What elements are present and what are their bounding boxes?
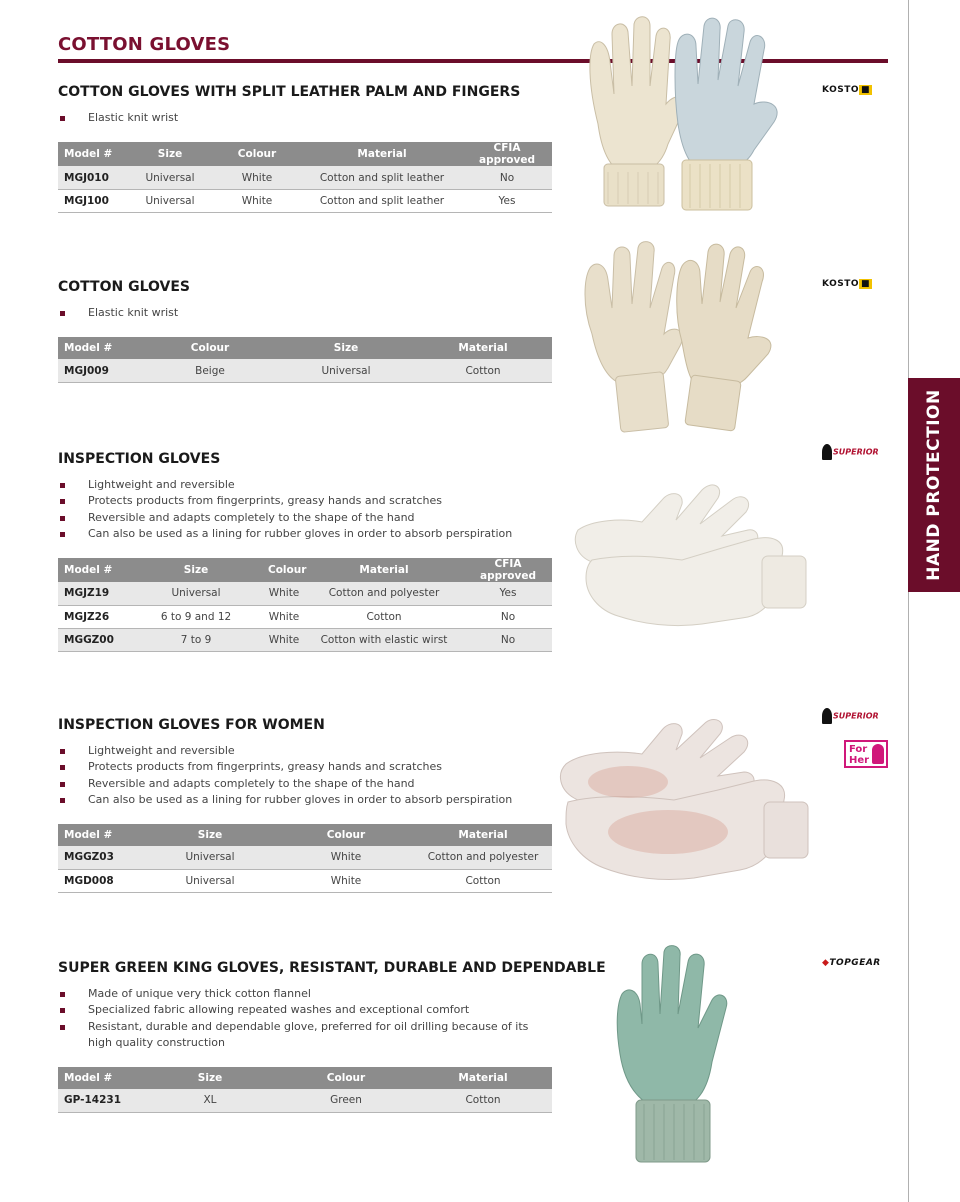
woman-silhouette-icon	[872, 744, 884, 764]
material-cell: Cotton	[414, 869, 552, 892]
column-header: Material	[302, 142, 462, 166]
table-row	[58, 189, 552, 212]
bullet-item: Made of unique very thick cotton flannel	[58, 986, 552, 1002]
colour-cell: White	[264, 582, 304, 605]
bullet-list	[58, 110, 552, 126]
material-cell: Cotton and polyester	[304, 582, 464, 605]
column-header: Size	[278, 337, 414, 359]
page-title: COTTON GLOVES	[58, 34, 231, 55]
bullet-item: Reversible and adapts completely to the shape of the hand	[58, 776, 552, 792]
model-cell: MGJZ19	[58, 582, 128, 605]
bullet-item: Resistant, durable and dependable glove, preferred for oil drilling because of its high quality construction	[58, 1019, 552, 1052]
column-header: Material	[414, 1067, 552, 1089]
bullet-item: Elastic knit wrist	[58, 110, 552, 126]
colour-cell: Green	[278, 1089, 414, 1112]
colour-cell: White	[278, 869, 414, 892]
column-header: Size	[142, 1067, 278, 1089]
section-title: SUPER GREEN KING GLOVES, RESISTANT, DURABLE AND DEPENDABLE	[58, 960, 606, 976]
superior-logo: SUPERIOR	[822, 708, 879, 724]
glove-image-cotton	[578, 238, 798, 434]
section-title: INSPECTION GLOVES FOR WOMEN	[58, 717, 325, 733]
column-header: Colour	[142, 337, 278, 359]
bullet-item: Can also be used as a lining for rubber gloves in order to absorb perspiration	[58, 526, 552, 542]
column-header: Colour	[278, 1067, 414, 1089]
section-split-leather	[58, 84, 552, 213]
model-cell: MGJ010	[58, 166, 128, 189]
column-header: Model #	[58, 142, 128, 166]
table-row	[58, 166, 552, 189]
bullet-item: Reversible and adapts completely to the shape of the hand	[58, 510, 552, 526]
colour-cell: Beige	[142, 359, 278, 382]
column-header: Colour	[264, 558, 304, 582]
bullet-item: Protects products from fingerprints, greasy hands and scratches	[58, 493, 552, 509]
model-cell: MGJ100	[58, 189, 128, 212]
material-cell: Cotton with elastic wirst	[304, 628, 464, 651]
cfia-cell: No	[464, 605, 552, 628]
table-header-row	[58, 142, 552, 166]
table-row	[58, 846, 552, 869]
material-cell: Cotton	[414, 1089, 552, 1112]
bullet-list	[58, 986, 552, 1051]
column-header: Model #	[58, 558, 128, 582]
glove-image-inspection	[572, 460, 812, 632]
bullet-item: Lightweight and reversible	[58, 743, 552, 759]
material-cell: Cotton	[414, 359, 552, 382]
column-header: Colour	[212, 142, 302, 166]
colour-cell: White	[278, 846, 414, 869]
topgear-logo: ◆TOPGEAR	[822, 958, 881, 968]
material-cell: Cotton and split leather	[302, 189, 462, 212]
cfia-cell: Yes	[462, 189, 552, 212]
column-header: Model #	[58, 1067, 142, 1089]
column-header: Colour	[278, 824, 414, 846]
colour-cell: White	[212, 189, 302, 212]
size-cell: Universal	[142, 869, 278, 892]
colour-cell: White	[264, 605, 304, 628]
spec-table	[58, 142, 552, 213]
bullet-item: Specialized fabric allowing repeated washes and exceptional comfort	[58, 1002, 552, 1018]
section-title: COTTON GLOVES WITH SPLIT LEATHER PALM AND FINGERS	[58, 84, 521, 100]
side-tab-label: HAND PROTECTION	[924, 389, 944, 581]
model-cell: GP-14231	[58, 1089, 142, 1112]
size-cell: 6 to 9 and 12	[128, 605, 264, 628]
model-cell: MGJZ26	[58, 605, 128, 628]
model-cell: MGGZ03	[58, 846, 142, 869]
size-cell: Universal	[128, 166, 212, 189]
model-cell: MGGZ00	[58, 628, 128, 651]
material-cell: Cotton	[304, 605, 464, 628]
size-cell: Universal	[128, 189, 212, 212]
spec-table	[58, 1067, 552, 1113]
section-title: INSPECTION GLOVES	[58, 451, 221, 467]
section-title: COTTON GLOVES	[58, 279, 191, 295]
model-cell: MGJ009	[58, 359, 142, 382]
table-header-row	[58, 1067, 552, 1089]
table-header-row	[58, 337, 552, 359]
table-header-row	[58, 824, 552, 846]
bullet-item: Protects products from fingerprints, greasy hands and scratches	[58, 759, 552, 775]
section-inspection-gloves-women	[58, 717, 552, 893]
spec-table	[58, 337, 552, 383]
cfia-cell: Yes	[464, 582, 552, 605]
for-her-badge	[844, 740, 888, 768]
size-cell: 7 to 9	[128, 628, 264, 651]
section-super-green-king	[58, 960, 606, 1113]
column-header: CFIA approved	[462, 142, 552, 166]
table-row	[58, 605, 552, 628]
column-header: Material	[414, 337, 552, 359]
glove-image-inspection-women	[558, 712, 812, 886]
material-cell: Cotton and polyester	[414, 846, 552, 869]
colour-cell: White	[212, 166, 302, 189]
size-cell: Universal	[128, 582, 264, 605]
glove-image-split-leather	[578, 14, 798, 214]
table-row	[58, 628, 552, 651]
table-row	[58, 359, 552, 382]
bullet-list	[58, 305, 552, 321]
column-header: Material	[304, 558, 464, 582]
section-inspection-gloves	[58, 451, 552, 652]
kosto-logo: KOSTO ■	[822, 279, 871, 289]
section-cotton-gloves	[58, 279, 552, 383]
model-cell: MGD008	[58, 869, 142, 892]
column-header: Model #	[58, 337, 142, 359]
table-header-row	[58, 558, 552, 582]
cfia-cell: No	[464, 628, 552, 651]
size-cell: XL	[142, 1089, 278, 1112]
column-header: Size	[142, 824, 278, 846]
bullet-item: Can also be used as a lining for rubber gloves in order to absorb perspiration	[58, 792, 552, 808]
cfia-cell: No	[462, 166, 552, 189]
column-header: Size	[128, 142, 212, 166]
table-row	[58, 869, 552, 892]
material-cell: Cotton and split leather	[302, 166, 462, 189]
spec-table	[58, 824, 552, 893]
bullet-item: Lightweight and reversible	[58, 477, 552, 493]
size-cell: Universal	[142, 846, 278, 869]
bullet-list	[58, 743, 552, 808]
bullet-item: Elastic knit wrist	[58, 305, 552, 321]
table-row	[58, 582, 552, 605]
colour-cell: White	[264, 628, 304, 651]
superior-logo: SUPERIOR	[822, 444, 879, 460]
bullet-list	[58, 477, 552, 542]
glove-image-green-king	[612, 944, 742, 1166]
spec-table	[58, 558, 552, 652]
kosto-logo: KOSTO ■	[822, 85, 871, 95]
table-row	[58, 1089, 552, 1112]
column-header: Size	[128, 558, 264, 582]
column-header: CFIA approved	[464, 558, 552, 582]
size-cell: Universal	[278, 359, 414, 382]
column-header: Model #	[58, 824, 142, 846]
for-her-badge-label: For Her	[849, 744, 870, 766]
column-header: Material	[414, 824, 552, 846]
side-tab	[908, 0, 960, 1202]
